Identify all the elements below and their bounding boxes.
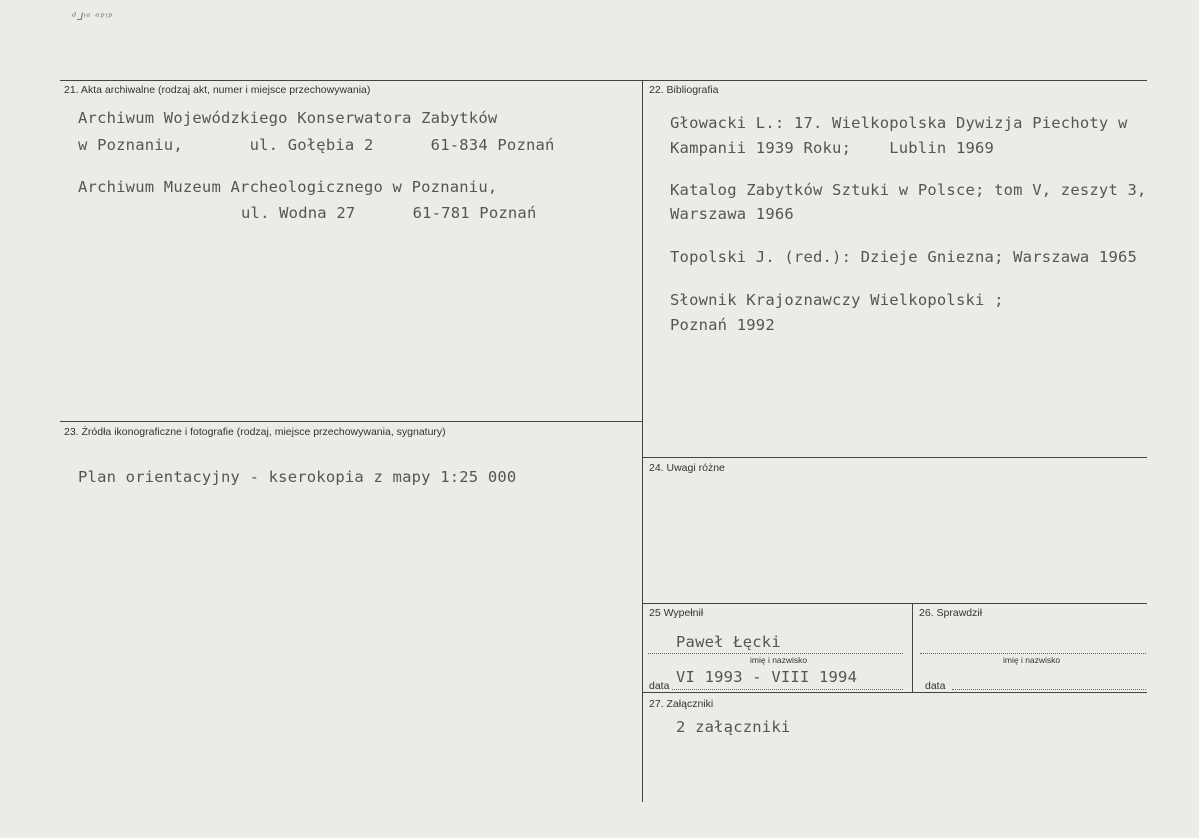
iconographic-line-1: Plan orientacyjny - kserokopia z mapy 1:25 000 bbox=[78, 468, 517, 486]
bibliography-line-2: Kampanii 1939 Roku; Lublin 1969 bbox=[670, 139, 995, 157]
section24-top-line bbox=[642, 457, 1147, 458]
attachments-line-1: 2 załączniki bbox=[676, 718, 791, 736]
section25-label: 25 Wypełnił bbox=[649, 607, 704, 619]
header-scribble: ᵈ⅃ᵎᵃ ᵅᵖᵎᵖ bbox=[72, 12, 114, 23]
filled-by-date: VI 1993 - VIII 1994 bbox=[676, 668, 858, 686]
bibliography-line-6: Słownik Krajoznawczy Wielkopolski ; bbox=[670, 291, 1004, 309]
filled-by-name-line bbox=[648, 653, 903, 654]
bibliography-line-7: Poznań 1992 bbox=[670, 316, 775, 334]
bibliography-line-4: Warszawa 1966 bbox=[670, 205, 794, 223]
filled-by-name: Paweł Łęcki bbox=[676, 633, 781, 651]
archival-line-3: Archiwum Muzeum Archeologicznego w Poznaniu, bbox=[78, 178, 498, 196]
checked-by-date-line bbox=[952, 689, 1146, 690]
checked-by-name-caption: imię i nazwisko bbox=[1003, 655, 1061, 665]
archival-line-2: w Poznaniu, ul. Gołębia 2 61-834 Poznań bbox=[78, 136, 555, 154]
bibliography-line-3: Katalog Zabytków Sztuki w Polsce; tom V, zeszyt 3, bbox=[670, 181, 1147, 199]
center-divider-line bbox=[642, 80, 643, 802]
section24-label: 24. Uwagi różne bbox=[649, 462, 725, 474]
section27-label: 27. Załączniki bbox=[649, 698, 714, 710]
section22-label: 22. Bibliografia bbox=[649, 84, 719, 96]
section25-26-divider-line bbox=[912, 603, 913, 692]
bibliography-line-1: Głowacki L.: 17. Wielkopolska Dywizja Piechoty w bbox=[670, 114, 1128, 132]
section26-label: 26. Sprawdził bbox=[919, 607, 983, 619]
checked-by-name-line bbox=[920, 653, 1146, 654]
section23-label: 23. Źródła ikonograficzne i fotografie (rodzaj, miejsce przechowywania, sygnatury) bbox=[64, 426, 446, 438]
archival-line-4: ul. Wodna 27 61-781 Poznań bbox=[241, 204, 537, 222]
archival-line-1: Archiwum Wojewódzkiego Konserwatora Zabytków bbox=[78, 109, 498, 127]
filled-by-name-caption: imię i nazwisko bbox=[750, 655, 808, 665]
checked-by-date-label: data bbox=[925, 680, 946, 692]
section27-top-line bbox=[642, 692, 1147, 693]
section21-label: 21. Akta archiwalne (rodzaj akt, numer i miejsce przechowywania) bbox=[64, 84, 371, 96]
filled-by-date-label: data bbox=[649, 680, 670, 692]
section25-top-line bbox=[642, 603, 1147, 604]
top-border-line bbox=[60, 80, 1147, 81]
bibliography-line-5: Topolski J. (red.): Dzieje Gniezna; Warszawa 1965 bbox=[670, 248, 1138, 266]
filled-by-date-line bbox=[672, 689, 903, 690]
section23-top-line bbox=[60, 421, 642, 422]
